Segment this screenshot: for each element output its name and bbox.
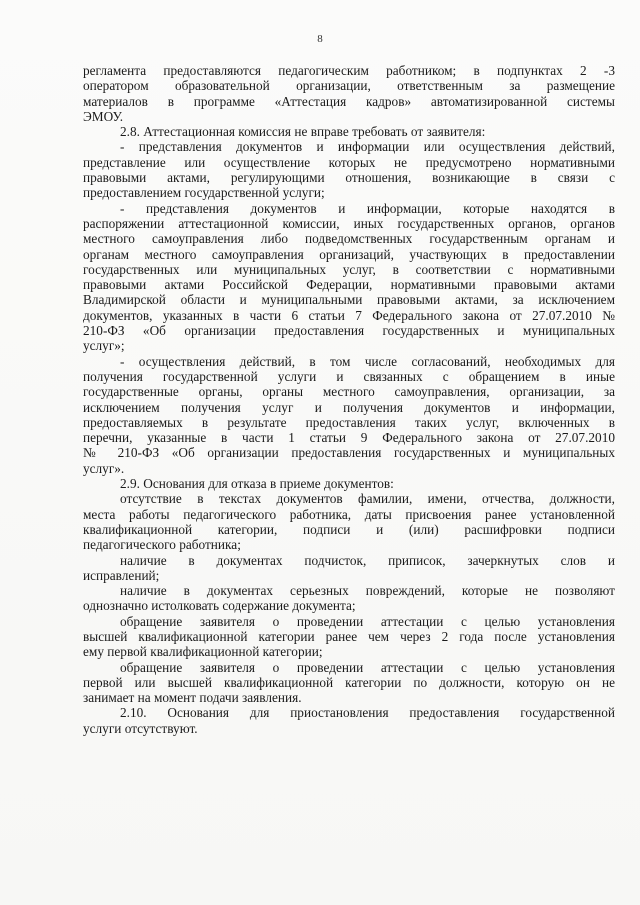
text-line: ЭМОУ.	[83, 108, 124, 124]
text-line: - представления документов и информации или осуществления действий,	[120, 139, 615, 155]
document-body	[83, 63, 615, 736]
text-line: первой или высшей квалификационной категории по должности, которую он не	[83, 674, 615, 690]
text-line: обращение заявителя о проведении аттестации с целью установления	[120, 659, 615, 675]
text-line: наличие в документах подчисток, приписок, зачеркнутых слов и	[120, 552, 615, 568]
text-line: - осуществления действий, в том числе согласований, необходимых для	[120, 353, 615, 369]
text-line: правовыми актами Российской Федерации, нормативными правовыми актами	[83, 277, 615, 293]
text-line: ему первой квалификационной категории;	[83, 644, 323, 660]
text-line: местного самоуправления либо подведомственных государственным органам и	[83, 231, 615, 247]
text-line: оператором образовательной организации, ответственным за размещение	[83, 78, 615, 94]
text-line: 2.8. Аттестационная комиссия не вправе требовать от заявителя:	[120, 124, 486, 140]
text-line: представление или осуществление которых не предусмотрено нормативными	[83, 154, 615, 170]
text-line: высшей квалификационной категории ранее чем через 2 года после установления	[83, 628, 615, 644]
page-number: 8	[317, 33, 323, 45]
text-line: распоряжении аттестационной комиссии, иных государственных органов, органов	[83, 215, 615, 231]
text-line: получения государственной услуги и связанных с обращением в иные	[83, 368, 615, 384]
text-line: обращение заявителя о проведении аттестации с целью установления	[120, 613, 615, 629]
text-line: перечни, указанные в части 1 статьи 9 Федерального закона от 27.07.2010	[83, 430, 615, 446]
text-line: № 210-ФЗ «Об организации предоставления государственных и муниципальных	[83, 445, 615, 461]
text-line: наличие в документах серьезных повреждений, которые не позволяют	[120, 583, 615, 599]
text-line: квалификационной категории, подписи и (или) расшифровки подписи	[83, 521, 615, 537]
text-line: регламента предоставляются педагогическим работником; в подпунктах 2 -3	[83, 63, 615, 78]
text-line: предоставляемых в результате предоставления таких услуг, включенных в	[83, 414, 615, 430]
text-line: услуг».	[83, 460, 125, 476]
text-line: педагогического работника;	[83, 537, 241, 553]
text-line: 2.9. Основания для отказа в приеме документов:	[120, 476, 394, 492]
text-line: услуг»;	[83, 338, 125, 354]
text-line: занимает на момент подачи заявления.	[83, 690, 302, 706]
text-line: органам местного самоуправления организаций, участвующих в предоставлении	[83, 246, 615, 262]
text-line: Владимирской области и муниципальными правовыми актами, за исключением	[83, 292, 615, 308]
text-line: места работы педагогического работника, даты присвоения ранее установленной	[83, 506, 615, 522]
text-line: однозначно истолковать содержание документа;	[83, 598, 356, 614]
text-line: - представления документов и информации, которые находятся в	[120, 200, 615, 216]
text-line: предоставлением государственной услуги;	[83, 185, 325, 201]
text-line: отсутствие в текстах документов фамилии, имени, отчества, должности,	[120, 491, 615, 507]
text-line: 2.10. Основания для приостановления предоставления государственной	[120, 705, 615, 721]
text-line: исключением получения услуг и получения документов и информации,	[83, 399, 615, 415]
text-line: правовыми актами, регулирующими отношения, возникающие в связи с	[83, 170, 615, 186]
text-line: услуги отсутствуют.	[83, 720, 198, 736]
text-line: материалов в программе «Аттестация кадров» автоматизированной системы	[83, 93, 615, 109]
text-line: исправлений;	[83, 567, 160, 583]
text-line: государственные органы, органы местного самоуправления, организации, за	[83, 384, 615, 400]
text-line: государственных или муниципальных услуг, в соответствии с нормативными	[83, 261, 615, 277]
text-line: 210-ФЗ «Об организации предоставления государственных и муниципальных	[83, 323, 615, 339]
text-line: документов, указанных в части 6 статьи 7 Федерального закона от 27.07.2010 №	[83, 307, 615, 323]
